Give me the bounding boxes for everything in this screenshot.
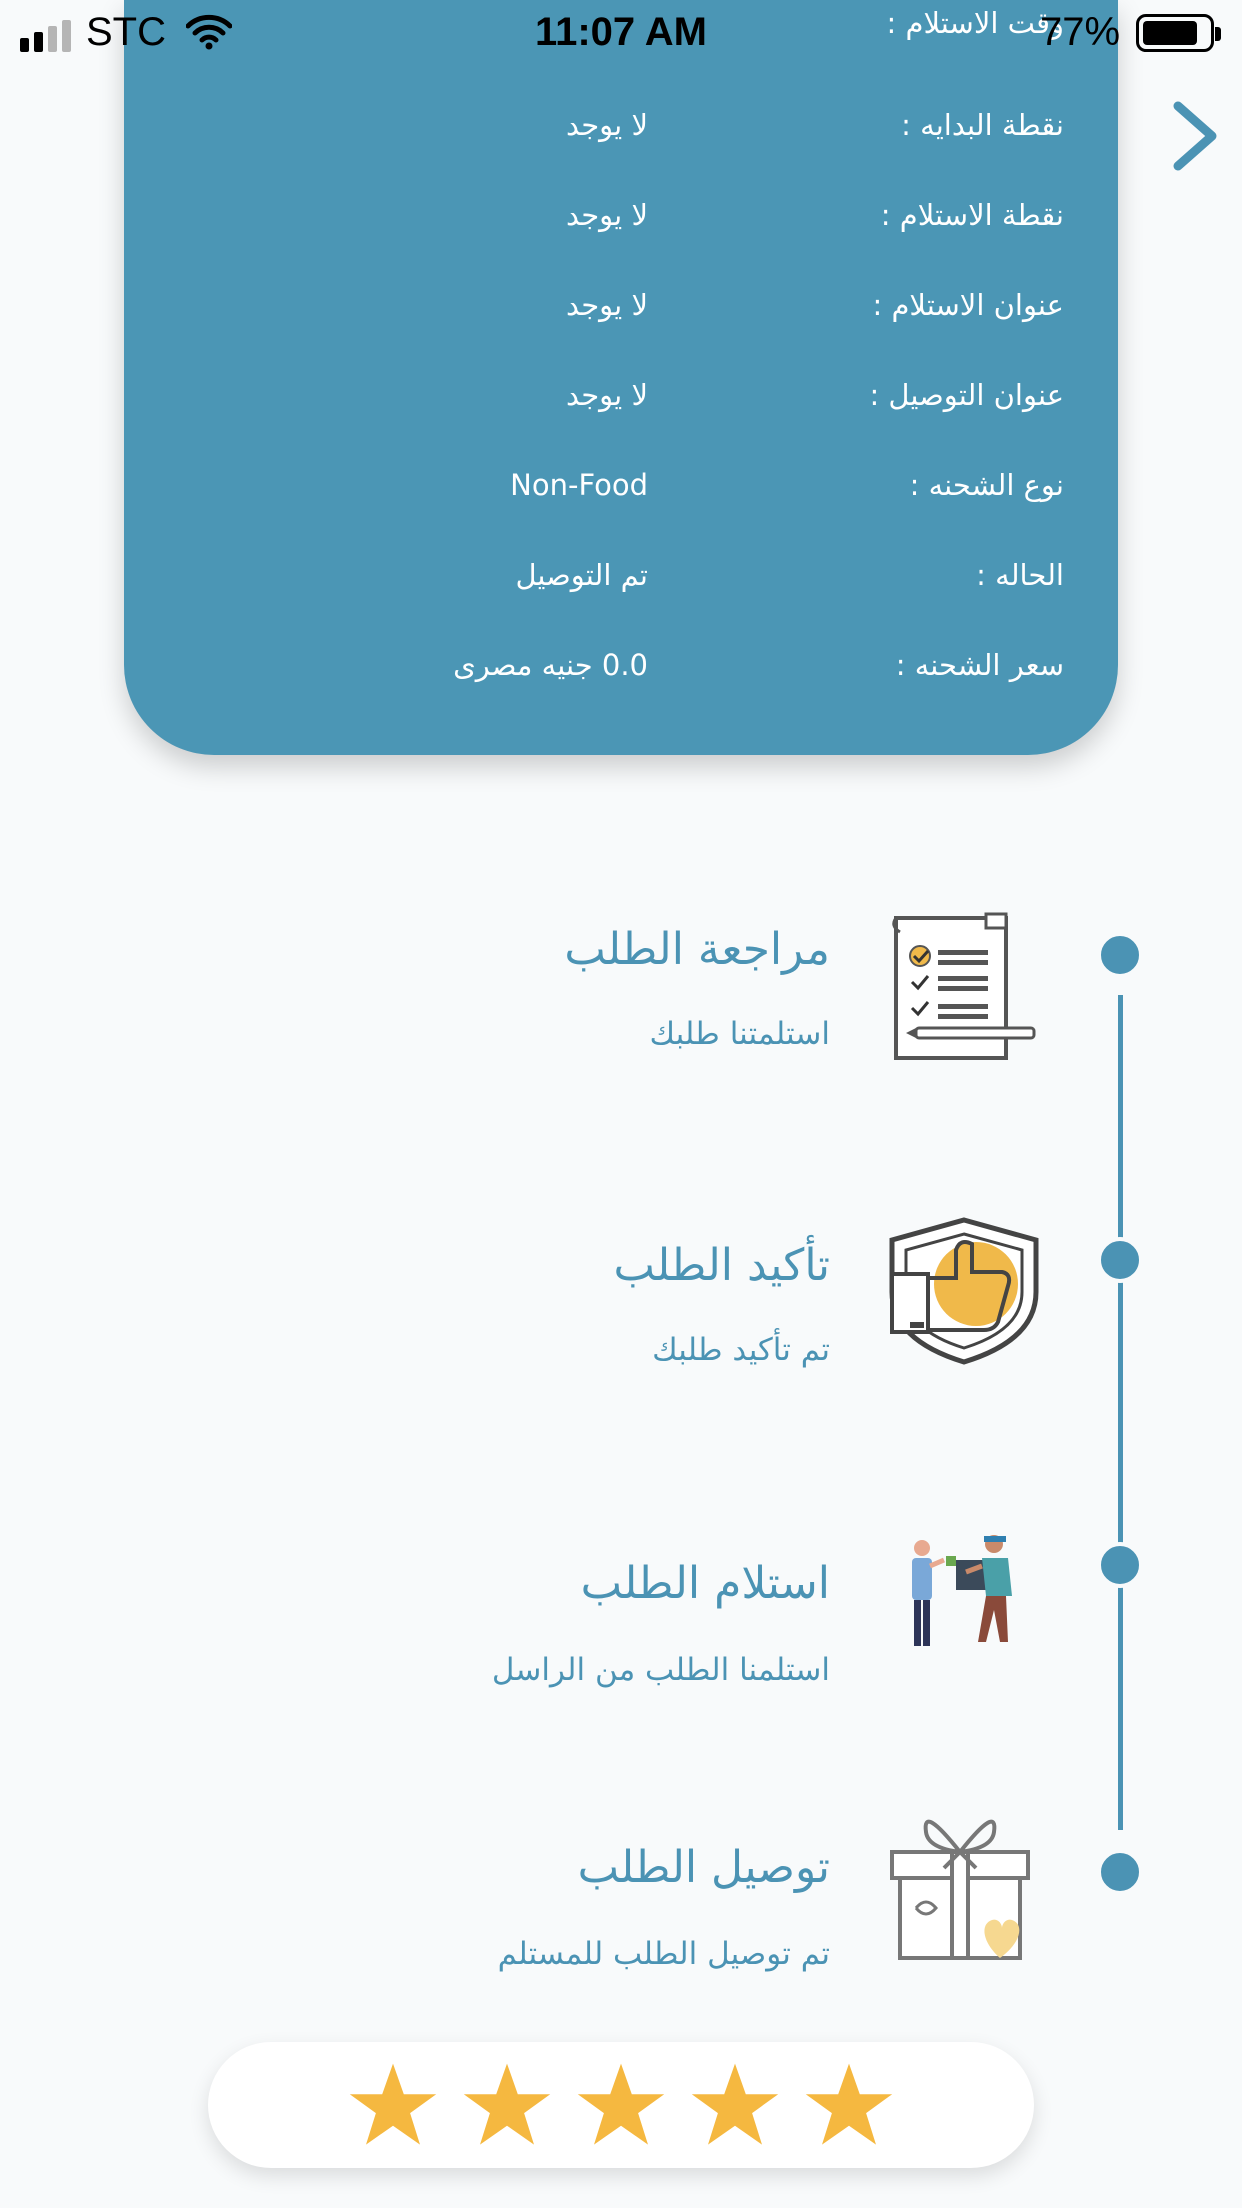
step-subtitle: تم تأكيد طلبك [652, 1332, 830, 1368]
battery-percentage: 77% [1040, 10, 1121, 54]
timeline-dot [1097, 1237, 1143, 1283]
detail-label: سعر الشحنه : [895, 648, 1064, 682]
carrier-name: STC [86, 10, 166, 54]
step-subtitle: استلمنا الطلب من الراسل [491, 1652, 830, 1688]
checklist-icon [886, 910, 1042, 1066]
timeline-dot [1097, 932, 1143, 978]
detail-value: لا يوجد [566, 378, 648, 412]
detail-row-pickup-point [124, 190, 1118, 250]
detail-label: عنوان الاستلام : [872, 288, 1064, 322]
star-icon[interactable] [576, 2060, 666, 2150]
detail-row-pickup-address [124, 280, 1118, 340]
detail-row-start-point [124, 100, 1118, 160]
detail-row-shipping-price [124, 640, 1118, 700]
step-subtitle: تم توصيل الطلب للمستلم [497, 1936, 830, 1972]
detail-value: Non-Food [510, 468, 648, 502]
order-details-card [124, 0, 1121, 755]
detail-row-status [124, 550, 1118, 610]
timeline-dot [1097, 1542, 1143, 1588]
step-title: استلام الطلب [580, 1558, 830, 1609]
chevron-right-icon[interactable] [1168, 100, 1224, 172]
detail-label: نوع الشحنه : [909, 468, 1064, 502]
rating-bar [208, 2042, 1034, 2168]
battery-icon [1136, 14, 1214, 52]
step-title: تأكيد الطلب [613, 1240, 830, 1291]
detail-value: تم التوصيل [515, 558, 648, 592]
status-bar [0, 0, 1242, 66]
star-icon[interactable] [804, 2060, 894, 2150]
gift-box-icon [886, 1808, 1042, 1964]
detail-row-shipment-type [124, 460, 1118, 520]
timeline-line [1118, 995, 1123, 1830]
shield-thumbs-up-icon [886, 1212, 1042, 1368]
detail-label: الحاله : [976, 558, 1064, 592]
detail-value: لا يوجد [566, 198, 648, 232]
star-rating[interactable] [208, 2042, 1034, 2168]
step-title: مراجعة الطلب [564, 924, 830, 975]
timeline-dot [1097, 1849, 1143, 1895]
detail-label: نقطة البدايه : [901, 108, 1064, 142]
detail-value: 0.0 جنيه مصرى [453, 648, 648, 682]
detail-label: نقطة الاستلام : [880, 198, 1064, 232]
detail-row-delivery-address [124, 370, 1118, 430]
step-subtitle: استلمتنا طلبك [649, 1016, 830, 1052]
step-title: توصيل الطلب [577, 1842, 830, 1893]
detail-label: عنوان التوصيل : [869, 378, 1064, 412]
detail-value: لا يوجد [566, 288, 648, 322]
star-icon[interactable] [348, 2060, 438, 2150]
detail-label: وقت الاستلام : [886, 6, 1064, 40]
detail-value: لا يوجد [566, 108, 648, 142]
star-icon[interactable] [462, 2060, 552, 2150]
package-handover-icon [886, 1530, 1042, 1686]
clock: 11:07 AM [535, 10, 707, 54]
star-icon[interactable] [690, 2060, 780, 2150]
